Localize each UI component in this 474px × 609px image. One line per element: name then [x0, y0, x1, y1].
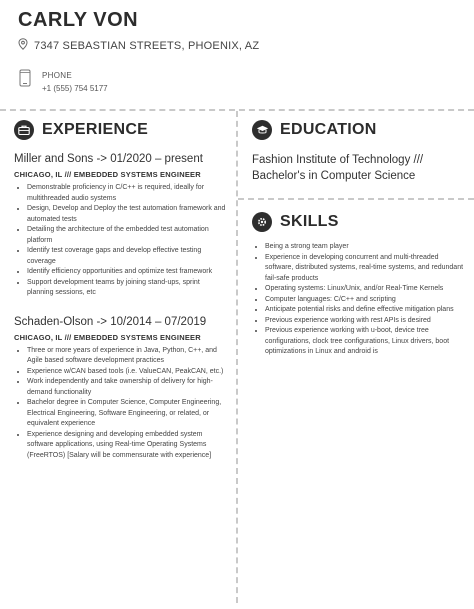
phone-label: PHONE	[42, 71, 72, 80]
list-item: • Design, Develop and Deploy the test automation framework and automated tests	[27, 204, 228, 225]
list-item: • Experience in developing concurrent and multi-threaded software, distributed systems, real-time systems, and redundant fail-safe products	[265, 253, 464, 285]
list-item: • Support development teams by joining stand-ups, sprint planning sessions, etc	[27, 278, 228, 299]
phone-icon	[18, 69, 32, 92]
list-item: • Being a strong team player	[265, 242, 464, 253]
job-bullets	[14, 346, 228, 462]
column-divider	[236, 111, 238, 603]
list-item: • Identify test coverage gaps and develop effective testing coverage	[27, 246, 228, 267]
list-item: • Operating systems: Linux/Unix, and/or Real-Time Kernels	[265, 284, 464, 295]
list-item: • Bachelor degree in Computer Science, Computer Engineering, Electrical Engineering, Software Engineering, or related, or equivalent experience	[27, 398, 228, 430]
list-item: • Three or more years of experience in Java, Python, C++, and Agile based software development practices	[27, 346, 228, 367]
education-heading	[252, 120, 464, 140]
education-title: EDUCATION	[280, 121, 377, 138]
list-item: • Experience w/CAN based tools (i.e. ValueCAN, PeakCAN, etc.)	[27, 367, 228, 378]
skills-bullets	[252, 242, 464, 358]
experience-section	[14, 120, 228, 461]
job-entry	[14, 152, 228, 299]
education-section	[252, 120, 464, 184]
phone-value: +1 (555) 754 5177	[42, 84, 108, 93]
candidate-name: CARLY VON	[18, 9, 139, 31]
job-bullets	[14, 183, 228, 299]
list-item: • Previous experience working with u-boot, device tree configurations, clock tree configurations, Linux drivers, boot optimizations in Linux and android is	[265, 326, 464, 358]
address-text: 7347 SEBASTIAN STREETS, PHOENIX, AZ	[34, 39, 260, 52]
list-item: • Demonstrable proficiency in C/C++ is required, ideally for multithreaded audio systems	[27, 183, 228, 204]
graduation-cap-icon	[252, 120, 272, 140]
job-subheading: CHICAGO, IL /// EMBEDDED SYSTEMS ENGINEER	[14, 170, 201, 179]
education-skills-divider	[238, 198, 474, 200]
list-item: • Work independently and take ownership of delivery for high-demand functionality	[27, 377, 228, 398]
experience-title: EXPERIENCE	[42, 121, 149, 138]
skills-section	[252, 212, 464, 358]
location-pin-icon	[18, 38, 28, 53]
list-item: • Detailing the architecture of the embedded test automation platform	[27, 225, 228, 246]
list-item: • Computer languages: C/C++ and scripting	[265, 295, 464, 306]
phone-block	[18, 69, 458, 95]
job-heading: Miller and Sons -> 01/2020 – present	[14, 153, 203, 165]
list-item: • Identify efficiency opportunities and optimize test framework	[27, 267, 228, 278]
list-item: • Previous experience working with rest APIs is desired	[265, 316, 464, 327]
education-entry: Fashion Institute of Technology /// Bachelor's in Computer Science	[252, 154, 424, 182]
list-item: • Experience designing and developing embedded system software applications, using Real-time Operating Systems (FreeRTOS) [Salary will be commensurate with experience]	[27, 430, 228, 462]
job-heading: Schaden-Olson -> 10/2014 – 07/2019	[14, 315, 207, 328]
gear-icon	[252, 212, 272, 232]
skills-heading	[252, 212, 464, 232]
list-item: • Anticipate potential risks and define effective mitigation plans	[265, 305, 464, 316]
skills-title: SKILLS	[280, 213, 339, 230]
job-entry	[14, 315, 228, 462]
experience-heading	[14, 120, 228, 140]
resume-header	[18, 8, 458, 95]
address-line	[18, 38, 458, 53]
job-subheading: CHICAGO, IL /// EMBEDDED SYSTEMS ENGINEER	[14, 332, 201, 342]
briefcase-icon	[14, 120, 34, 140]
